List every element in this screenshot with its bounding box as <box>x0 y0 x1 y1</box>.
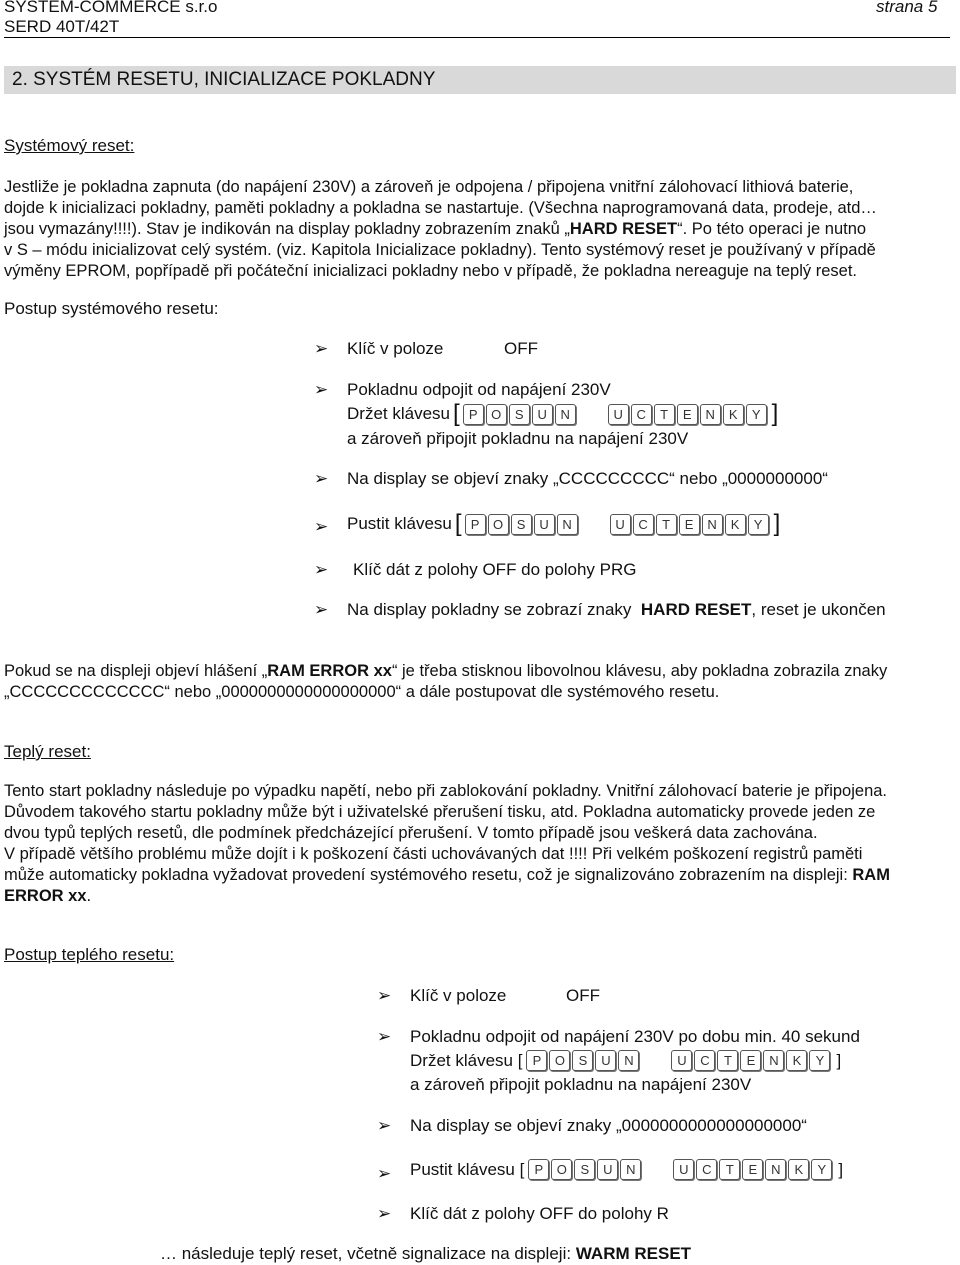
bracket-open: [ <box>454 510 462 537</box>
paragraph-line <box>4 865 954 886</box>
paragraph-line: výměny EPROM, popřípadě při počáteční inicializaci pokladny nebo v případě, že pokladna nereaguje na teplý reset. <box>4 262 857 280</box>
key-cap: N <box>555 404 576 425</box>
page-number: strana 5 <box>876 0 938 16</box>
step-key-position: Klíč v poloze <box>347 339 444 358</box>
key-cap: C <box>696 1159 717 1180</box>
warm-reset-footer <box>160 1244 691 1264</box>
key-posun <box>526 1050 641 1071</box>
key-cap: P <box>528 1159 549 1180</box>
paragraph-line: dojde k inicializaci pokladny, paměti pokladny a pokladna se nastartuje. (Všechna naprogramovaná data, prodeje, atd… <box>4 199 877 217</box>
key-cap: P <box>463 404 484 425</box>
arrow-bullet-icon: ➢ <box>377 1204 392 1223</box>
key-cap: N <box>702 514 723 535</box>
release-key-label: Pustit klávesu [ <box>410 1159 525 1179</box>
bracket-close: ] <box>771 400 779 427</box>
hold-key-label: Držet klávesu <box>347 404 450 423</box>
arrow-bullet-icon: ➢ <box>377 1116 392 1135</box>
company-name: SYSTEM-COMMERCE s.r.o <box>4 0 218 16</box>
key-uctenky <box>608 404 769 425</box>
step-display: Na display se objeví znaky „0000000000000000000“ <box>410 1116 807 1135</box>
warm-reset-heading: Teplý reset: <box>4 742 91 761</box>
step-connect: a zároveň připojit pokladnu na napájení 230V <box>410 1075 752 1094</box>
warm-procedure-heading: Postup teplého resetu: <box>4 945 175 964</box>
bracket-close: ] <box>773 510 781 537</box>
model-name: SERD 40T/42T <box>4 17 120 36</box>
text-span: “. Po této operaci je nutno <box>677 220 867 238</box>
text-span: může automaticky pokladna vyžadovat provedení systémového resetu, což je signalizováno zobrazením na displeji: <box>4 866 848 884</box>
key-cap: N <box>557 514 578 535</box>
bracket-close: ] <box>838 1159 844 1179</box>
paragraph-line: Jestliže je pokladna zapnuta (do napájení 230V) a zároveň je odpojena / připojena vnitřní zálohovací lithiová baterie, <box>4 178 854 196</box>
key-cap: S <box>509 404 530 425</box>
key-cap: C <box>694 1050 715 1071</box>
key-cap: U <box>595 1050 616 1071</box>
step-hard-reset <box>347 600 886 620</box>
step-key-r: Klíč dát z polohy OFF do polohy R <box>410 1204 669 1223</box>
paragraph-line <box>4 219 954 240</box>
key-cap: E <box>742 1159 763 1180</box>
key-uctenky <box>671 1050 832 1071</box>
key-cap: O <box>551 1159 572 1180</box>
header-divider <box>4 37 950 38</box>
hard-reset-text: HARD RESET <box>569 220 678 238</box>
text-span: … následuje teplý reset, včetně signalizace na displeji: <box>160 1244 572 1263</box>
key-cap: K <box>786 1050 807 1071</box>
arrow-bullet-icon: ➢ <box>314 339 329 358</box>
step-display: Na display se objeví znaky „CCCCCCCCC“ nebo „0000000000“ <box>347 469 828 488</box>
arrow-bullet-icon: ➢ <box>314 380 329 399</box>
warm-reset-text: WARM RESET <box>575 1244 692 1263</box>
key-cap: P <box>465 514 486 535</box>
ram-error-paragraph <box>4 661 954 703</box>
step-key-position: Klíč v poloze <box>410 986 507 1005</box>
paragraph-line: V případě většího problému může dojít i k poškození části uchovávaných dat !!!! Při velkém poškození registrů paměti <box>4 845 863 863</box>
key-uctenky <box>610 514 771 535</box>
key-cap: O <box>549 1050 570 1071</box>
key-uctenky <box>673 1159 834 1180</box>
key-cap: K <box>725 514 746 535</box>
key-cap: C <box>631 404 652 425</box>
release-key-row <box>347 512 783 536</box>
paragraph-line <box>4 661 954 682</box>
hard-reset-text: HARD RESET <box>640 600 752 619</box>
key-cap: E <box>679 514 700 535</box>
key-cap: U <box>597 1159 618 1180</box>
key-cap: N <box>618 1050 639 1071</box>
arrow-bullet-icon: ➢ <box>377 986 392 1005</box>
release-key-row <box>410 1159 843 1180</box>
text-span: jsou vymazány!!!!). Stav je indikován na display pokladny zobrazením znaků „ <box>4 220 570 238</box>
bracket-open: [ <box>452 400 460 427</box>
key-cap: Y <box>748 514 769 535</box>
text-span: , reset je ukončen <box>751 600 886 619</box>
key-posun <box>465 514 580 535</box>
release-key-label: Pustit klávesu <box>347 514 452 533</box>
hold-key-label: Držet klávesu [ <box>410 1050 523 1070</box>
key-cap: O <box>488 514 509 535</box>
key-cap: E <box>740 1050 761 1071</box>
system-reset-heading: Systémový reset: <box>4 136 135 155</box>
key-cap: T <box>719 1159 740 1180</box>
key-cap: N <box>763 1050 784 1071</box>
hold-key-row <box>347 402 781 426</box>
hold-key-row <box>410 1050 841 1071</box>
key-cap: U <box>610 514 631 535</box>
paragraph-line <box>4 886 954 907</box>
key-cap: N <box>620 1159 641 1180</box>
key-cap: T <box>654 404 675 425</box>
step-key-value: OFF <box>566 986 600 1005</box>
key-cap: S <box>511 514 532 535</box>
key-cap: O <box>486 404 507 425</box>
key-cap: U <box>673 1159 694 1180</box>
key-posun <box>528 1159 643 1180</box>
key-cap: S <box>572 1050 593 1071</box>
key-cap: K <box>723 404 744 425</box>
key-cap: U <box>532 404 553 425</box>
arrow-bullet-icon: ➢ <box>314 600 329 619</box>
paragraph-line: dvou typů teplých resetů, dle podmínek předcházející přerušení. V tomto případě jsou veškerá data zachována. <box>4 824 818 842</box>
paragraph-line: „CCCCCCCCCCCCC“ nebo „0000000000000000000“ a dále postupovat dle systémového resetu. <box>4 683 720 701</box>
paragraph-line: v S – módu inicializovat celý systém. (viz. Kapitola Inicializace pokladny). Tento systémový reset je používaný v případě <box>4 241 876 259</box>
step-disconnect: Pokladnu odpojit od napájení 230V po dobu min. 40 sekund <box>410 1027 860 1046</box>
key-cap: T <box>656 514 677 535</box>
arrow-bullet-icon: ➢ <box>314 517 329 536</box>
key-cap: K <box>788 1159 809 1180</box>
section-title-bar <box>4 66 956 94</box>
key-cap: U <box>534 514 555 535</box>
key-cap: C <box>633 514 654 535</box>
key-cap: T <box>717 1050 738 1071</box>
step-disconnect: Pokladnu odpojit od napájení 230V <box>347 380 611 399</box>
arrow-bullet-icon: ➢ <box>377 1027 392 1046</box>
arrow-bullet-icon: ➢ <box>314 560 329 579</box>
text-span: “ je třeba stisknou libovolnou klávesu, aby pokladna zobrazila znaky <box>391 662 888 680</box>
text-span: . <box>86 887 92 905</box>
ram-error-text: RAM ERROR xx <box>267 662 392 680</box>
ram-error-text: ERROR xx <box>4 887 87 905</box>
text-span: Pokud se na displeji objeví hlášení „ <box>4 662 268 680</box>
key-cap: Y <box>811 1159 832 1180</box>
key-posun <box>463 404 578 425</box>
arrow-bullet-icon: ➢ <box>377 1164 392 1183</box>
step-key-prg: Klíč dát z polohy OFF do polohy PRG <box>353 560 637 579</box>
key-cap: Y <box>746 404 767 425</box>
key-cap: N <box>700 404 721 425</box>
step-key-value: OFF <box>504 339 538 358</box>
text-span: Na display pokladny se zobrazí znaky <box>347 600 632 619</box>
key-cap: U <box>671 1050 692 1071</box>
step-connect: a zároveň připojit pokladnu na napájení 230V <box>347 429 689 448</box>
arrow-bullet-icon: ➢ <box>314 469 329 488</box>
key-cap: N <box>765 1159 786 1180</box>
system-reset-paragraph <box>4 177 954 282</box>
key-cap: P <box>526 1050 547 1071</box>
ram-error-text: RAM <box>852 866 890 884</box>
warm-reset-paragraph <box>4 781 954 907</box>
key-cap: U <box>608 404 629 425</box>
key-cap: E <box>677 404 698 425</box>
paragraph-line: Důvodem takového startu pokladny může být i uživatelské přerušení tisku, atd. Pokladna automaticky provede jeden ze <box>4 803 876 821</box>
key-cap: Y <box>809 1050 830 1071</box>
bracket-close: ] <box>836 1050 842 1070</box>
section-title: 2. SYSTÉM RESETU, INICIALIZACE POKLADNY <box>12 69 436 90</box>
key-cap: S <box>574 1159 595 1180</box>
paragraph-line: Tento start pokladny následuje po výpadku napětí, nebo při zablokování pokladny. Vnitřní zálohovací baterie je připojena. <box>4 782 888 800</box>
system-procedure-heading: Postup systémového resetu: <box>4 299 219 318</box>
